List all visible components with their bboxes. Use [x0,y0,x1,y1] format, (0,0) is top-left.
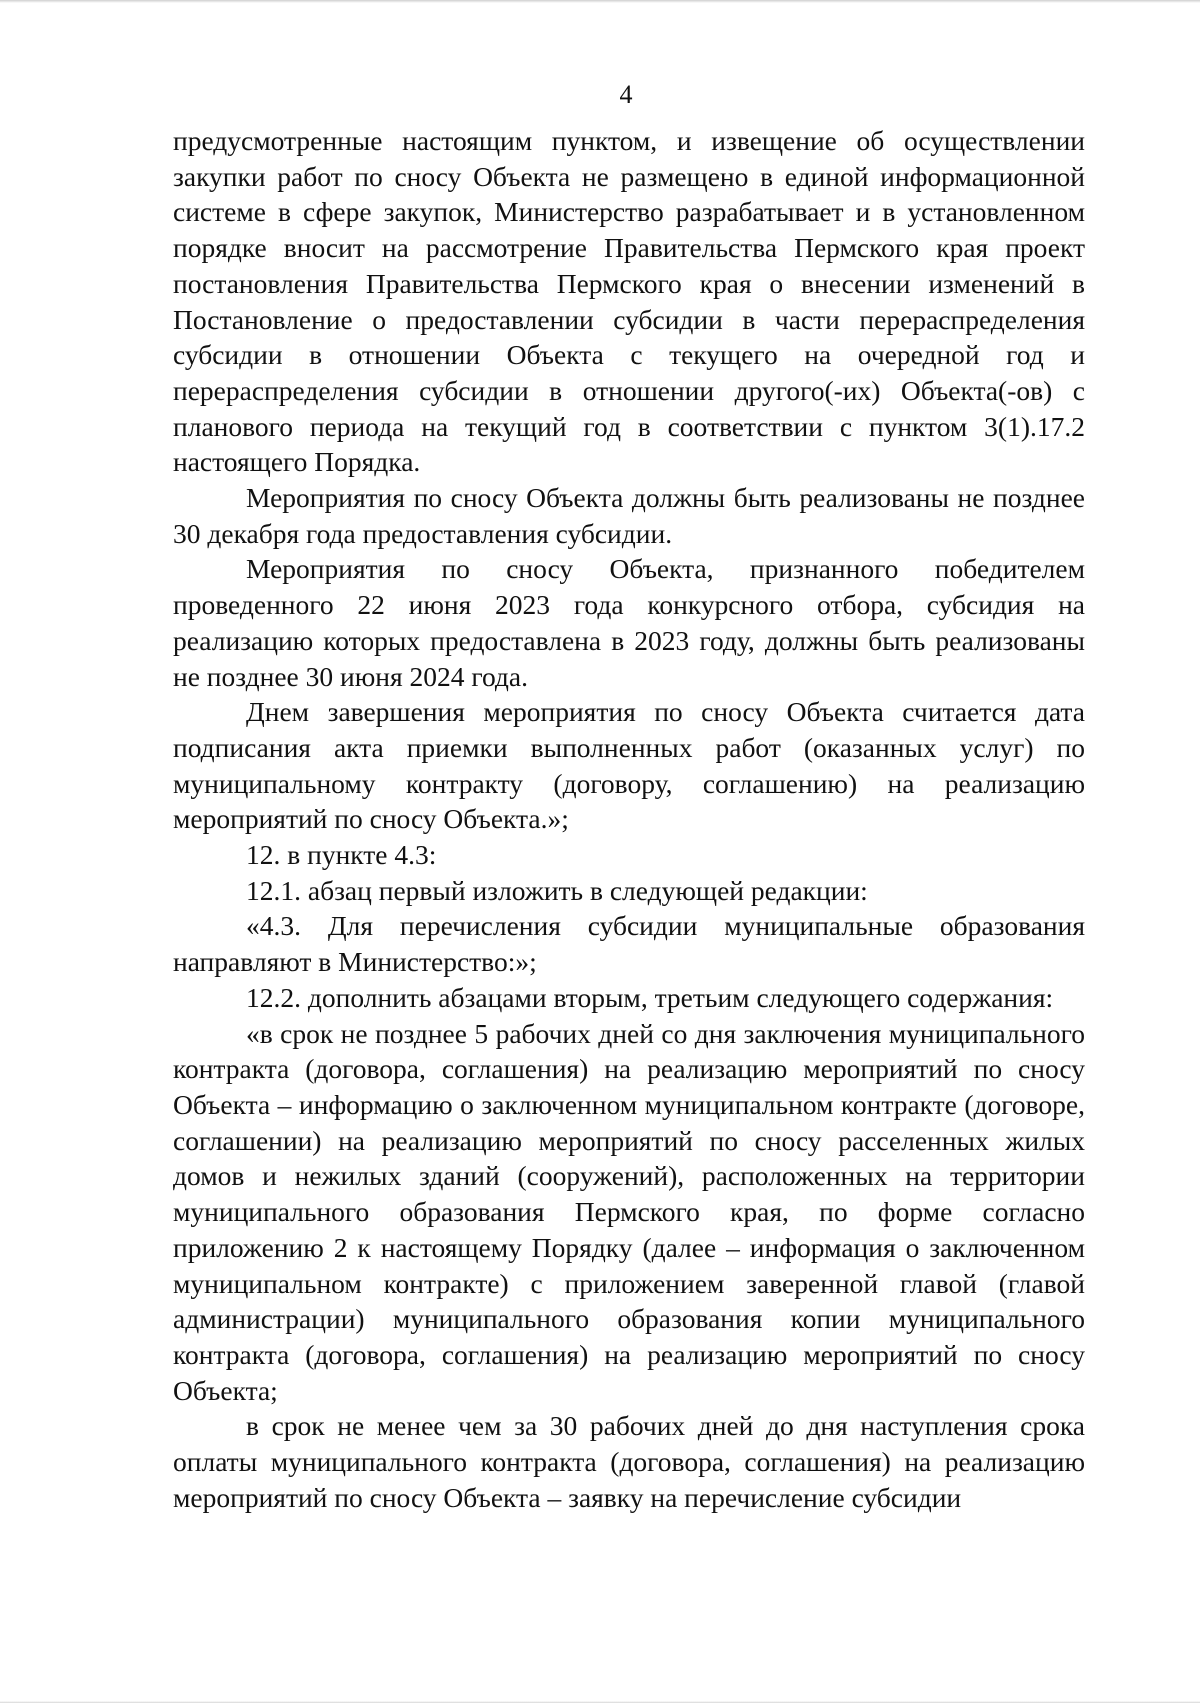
paragraph: «4.3. Для перечисления субсидии муниципальные образования направляют в Министерство:»; [173,910,1085,978]
page-number: 4 [619,80,633,109]
paragraph: предусмотренные настоящим пунктом, и извещение об осуществлении закупки работ по сносу Объекта не размещено в единой информационной системе в сфере закупок, Министерство разрабатывает и в установленном порядке вносит на рассмотрение Правительства Пермского края проект постановления Правительства Пермского края о внесении изменений в Постановление о предоставлении субсидии в части перераспределения субсидии в отношении Объекта с текущего на очередной год и перераспределения субсидии в отношении другого(-их) Объекта(-ов) с планового периода на текущий год в соответствии с пунктом 3(1).17.2 настоящего Порядка. [173,125,1085,478]
paragraph: 12. в пункте 4.3: [246,839,437,871]
paragraph: Днем завершения мероприятия по сносу Объекта считается дата подписания акта приемки выполненных работ (оказанных услуг) по муниципальному контракту (договору, соглашению) на реализацию мероприятий по сносу Объекта.»; [173,696,1085,835]
paragraph: 12.1. абзац первый изложить в следующей редакции: [246,874,868,906]
paragraph: «в срок не позднее 5 рабочих дней со дня заключения муниципального контракта (договора, соглашения) на реализацию мероприятий по сносу Объекта – информацию о заключенном муниципальном контракте (договоре, соглашении) на реализацию мероприятий по сносу расселенных жилых домов и нежилых зданий (сооружений), расположенных на территории муниципального образования Пермского края, по форме согласно приложению 2 к настоящему Порядку (далее – информация о заключенном муниципальном контракте) с приложением заверенной главой (главой администрации) муниципального образования копии муниципального контракта (договора, соглашения) на реализацию мероприятий по сносу Объекта; [173,1017,1085,1406]
paragraph: Мероприятия по сносу Объекта должны быть реализованы не позднее 30 декабря года предоставления субсидии. [173,482,1085,549]
paragraph: в срок не менее чем за 30 рабочих дней до дня наступления срока оплаты муниципального контракта (договора, соглашения) на реализацию мероприятий по сносу Объекта – заявку на перечисление субсидии [173,1410,1085,1513]
document-body [173,123,1085,1515]
paragraph: Мероприятия по сносу Объекта, признанного победителем проведенного 22 июня 2023 года конкурсного отбора, субсидия на реализацию которых предоставлена в 2023 году, должны быть реализованы не позднее 30 июня 2024 года. [173,553,1085,692]
paragraph: 12.2. дополнить абзацами вторым, третьим следующего содержания: [246,981,1054,1013]
scan-edge-top [0,0,1200,3]
